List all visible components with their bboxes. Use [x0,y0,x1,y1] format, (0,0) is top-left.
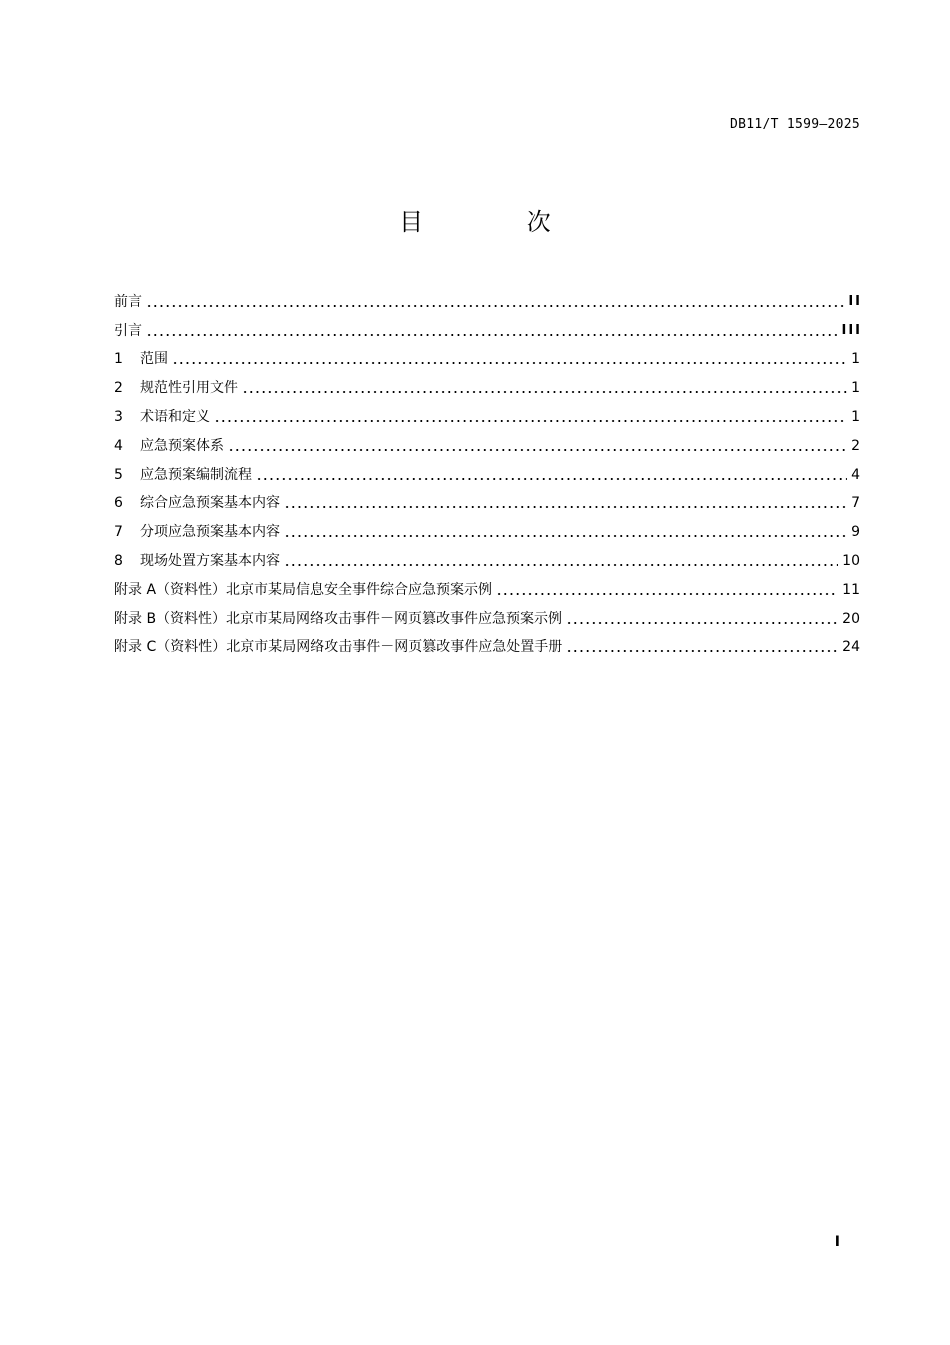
toc-entry-label: 综合应急预案基本内容 [140,495,280,512]
toc-entry-number: 4 [114,437,123,454]
toc-entry[interactable] [114,571,860,600]
toc-entry-label: 引言 [114,322,142,339]
toc-entry-page: 24 [842,639,860,656]
toc-dot-leader [242,391,847,393]
toc-entry[interactable] [114,629,860,658]
toc-dot-leader [214,420,847,422]
toc-entry-page: 2 [851,437,860,454]
document-code: DB11/T 1599—2025 [729,117,860,132]
toc-entry-page: 1 [851,351,860,368]
toc-entry-page: 1 [851,380,860,397]
page-number: I [834,1234,840,1250]
toc-dot-leader [146,305,844,307]
toc-entry-page: 20 [842,610,860,627]
toc-entry[interactable] [114,456,860,485]
toc-entry-label: 分项应急预案基本内容 [140,524,280,541]
toc-entry-page: II [848,293,862,309]
toc-dot-leader [566,650,838,652]
toc-entry-page: 1 [851,408,860,425]
toc-entry-page: III [841,322,862,338]
toc-entry-label: 附录 A（资料性）北京市某局信息安全事件综合应急预案示例 [114,581,493,598]
toc-entry-page: 7 [851,495,860,512]
table-of-contents [114,283,860,657]
toc-entry-page: 11 [842,581,860,598]
toc-entry-label: 附录 B（资料性）北京市某局网络攻击事件－网页篡改事件应急预案示例 [114,610,563,627]
toc-dot-leader [146,334,837,336]
toc-entry[interactable] [114,398,860,427]
page-title: 目 次 [399,208,599,236]
toc-entry[interactable] [114,513,860,542]
toc-dot-leader [256,478,847,480]
toc-entry[interactable] [114,312,860,341]
toc-dot-leader [228,449,847,451]
toc-entry-number: 8 [114,552,123,569]
toc-entry-page: 9 [851,524,860,541]
toc-entry-page: 4 [851,466,860,483]
toc-entry-number: 3 [114,408,123,425]
toc-entry[interactable] [114,485,860,514]
toc-entry-label: 术语和定义 [140,408,210,425]
toc-entry[interactable] [114,427,860,456]
toc-dot-leader [566,622,838,624]
toc-entry-number: 6 [114,495,123,512]
toc-entry-number: 2 [114,380,123,397]
toc-dot-leader [284,535,847,537]
toc-entry-label: 应急预案体系 [140,437,224,454]
toc-dot-leader [172,362,847,364]
toc-entry-label: 附录 C（资料性）北京市某局网络攻击事件－网页篡改事件应急处置手册 [114,639,563,656]
toc-entry-number: 5 [114,466,123,483]
toc-entry-label: 应急预案编制流程 [140,466,252,483]
toc-entry-page: 10 [842,552,860,569]
toc-entry[interactable] [114,341,860,370]
toc-entry[interactable] [114,283,860,312]
toc-entry[interactable] [114,542,860,571]
toc-entry[interactable] [114,369,860,398]
toc-entry-label: 前言 [114,293,142,310]
toc-entry-label: 规范性引用文件 [140,380,238,397]
toc-entry-number: 1 [114,351,123,368]
toc-dot-leader [284,506,847,508]
toc-entry-label: 现场处置方案基本内容 [140,552,280,569]
toc-entry-number: 7 [114,524,123,541]
toc-entry[interactable] [114,600,860,629]
toc-dot-leader [496,593,838,595]
toc-dot-leader [284,564,838,566]
toc-entry-label: 范围 [140,351,168,368]
